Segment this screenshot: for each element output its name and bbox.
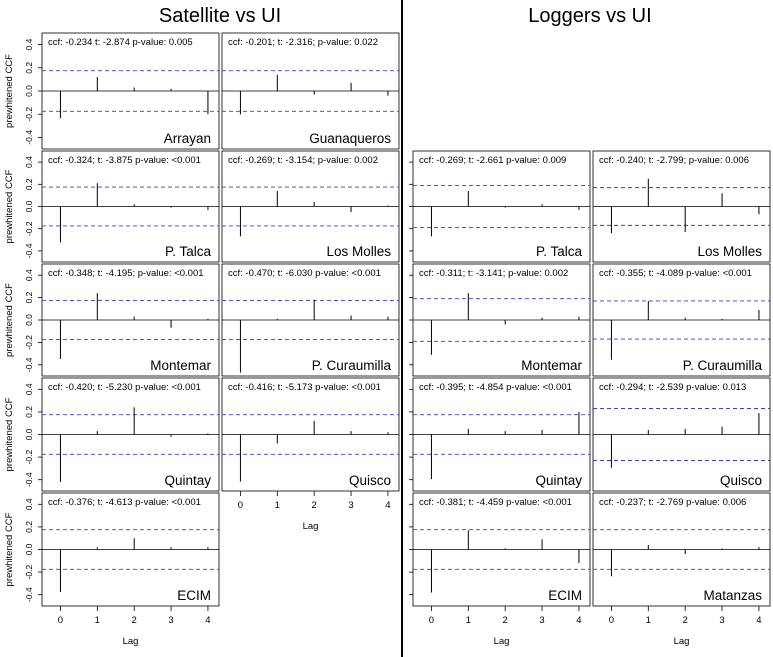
panel-16-site-label: Matanzas bbox=[703, 588, 762, 603]
xaxis-3-tick-label-1: 1 bbox=[645, 615, 651, 626]
panel-7-site-label: Quisco bbox=[348, 473, 391, 488]
panel-12-annotation: ccf: -0.355; t: -4.089 p-value: <0.001 bbox=[599, 268, 752, 279]
panel-4-ytick-label-2: 0.0 bbox=[24, 314, 34, 326]
panel-8-ytick-label-0: 0.4 bbox=[24, 498, 34, 511]
panel-1-annotation: ccf: -0.201; t: -2.316; p-value: 0.022 bbox=[228, 37, 378, 48]
panel-0-ytick-label-3: -0.2 bbox=[24, 106, 34, 122]
panel-2-site-label: P. Talca bbox=[164, 244, 211, 259]
panel-2-ytick-label-4: -0.4 bbox=[24, 243, 34, 259]
xaxis-3-tick-label-2: 2 bbox=[682, 615, 688, 626]
panel-3-site-label: Los Molles bbox=[326, 244, 391, 259]
panel-2-annotation: ccf: -0.324; t: -3.875 p-value: <0.001 bbox=[48, 155, 201, 166]
panel-15-site-label: ECIM bbox=[548, 588, 582, 603]
panel-5-annotation: ccf: -0.470; t: -6.030 p-value: <0.001 bbox=[228, 268, 381, 279]
panel-14-annotation: ccf: -0.294; t: -2.539 p-value: 0.013 bbox=[599, 382, 747, 393]
panel-4-ytick-label-3: -0.2 bbox=[24, 335, 34, 350]
ccf-panels bbox=[4, 33, 770, 647]
panel-2-ytick-label-0: 0.4 bbox=[24, 156, 34, 169]
xaxis-2-tick-label-2: 2 bbox=[502, 615, 508, 626]
panel-2-ytick-label-1: 0.2 bbox=[24, 178, 34, 191]
xaxis-1-tick-label-4: 4 bbox=[385, 500, 391, 511]
panel-4-ylabel: prewhitened CCF bbox=[4, 283, 15, 357]
panel-4-annotation: ccf: -0.348; t: -4.195; p-value: <0.001 bbox=[48, 268, 204, 279]
xaxis-2-tick-label-0: 0 bbox=[428, 615, 435, 626]
xaxis-1-label: Lag bbox=[302, 521, 319, 532]
panel-4-ytick-label-4: -0.4 bbox=[24, 357, 34, 373]
panel-5-site-label: P. Curaumilla bbox=[311, 358, 391, 373]
panel-10-annotation: ccf: -0.240; t: -2.799; p-value: 0.006 bbox=[599, 155, 749, 166]
panel-15-annotation: ccf: -0.381; t: -4.459 p-value: <0.001 bbox=[419, 497, 572, 508]
panel-0-ytick-label-1: 0.2 bbox=[24, 61, 34, 74]
panel-12-site-label: P. Curaumilla bbox=[682, 358, 762, 373]
panel-2-ytick-label-3: -0.2 bbox=[24, 221, 34, 237]
xaxis-1-tick-label-1: 1 bbox=[274, 500, 280, 511]
panel-4-ytick-label-0: 0.4 bbox=[24, 269, 34, 282]
xaxis-2-tick-label-3: 3 bbox=[539, 615, 545, 626]
xaxis-1-tick-label-2: 2 bbox=[311, 500, 317, 511]
xaxis-3-tick-label-4: 4 bbox=[756, 615, 762, 626]
panel-0-ytick-label-4: -0.4 bbox=[24, 130, 34, 145]
xaxis-3-tick-label-0: 0 bbox=[608, 615, 615, 626]
panel-0-ytick-label-0: 0.4 bbox=[24, 38, 34, 51]
panel-6-ytick-label-2: 0.0 bbox=[24, 428, 34, 441]
panel-1-site-label: Guanaqueros bbox=[309, 131, 391, 146]
xaxis-0-tick-label-2: 2 bbox=[131, 615, 137, 626]
panel-10-site-label: Los Molles bbox=[697, 244, 762, 259]
panel-6-ytick-label-1: 0.2 bbox=[24, 405, 34, 418]
panel-11-annotation: ccf: -0.311; t: -3.141; p-value: 0.002 bbox=[419, 268, 569, 279]
panel-6-ylabel: prewhitened CCF bbox=[4, 397, 15, 472]
panel-0-site-label: Arrayan bbox=[163, 131, 211, 146]
panel-6-ytick-label-3: -0.2 bbox=[24, 449, 34, 465]
panel-2-ylabel: prewhitened CCF bbox=[4, 169, 15, 244]
xaxis-0-label: Lag bbox=[122, 636, 139, 647]
panel-8-annotation: ccf: -0.376; t: -4.613 p-value: <0.001 bbox=[48, 497, 201, 508]
xaxis-0-tick-label-3: 3 bbox=[168, 615, 174, 626]
panel-0-ytick-label-2: 0.0 bbox=[24, 85, 34, 97]
xaxis-1-tick-label-0: 0 bbox=[237, 500, 244, 511]
panel-8-ytick-label-3: -0.2 bbox=[24, 564, 34, 580]
panel-11-site-label: Montemar bbox=[521, 358, 582, 373]
panel-13-site-label: Quintay bbox=[535, 473, 582, 488]
panel-16-annotation: ccf: -0.237; t: -2.769 p-value: 0.006 bbox=[599, 497, 747, 508]
xaxis-0-tick-label-0: 0 bbox=[57, 615, 64, 626]
panel-13-annotation: ccf: -0.395; t: -4.854 p-value: <0.001 bbox=[419, 382, 572, 393]
panel-9-site-label: P. Talca bbox=[535, 244, 582, 259]
panel-8-ytick-label-4: -0.4 bbox=[24, 587, 34, 603]
panel-6-ytick-label-4: -0.4 bbox=[24, 472, 34, 488]
panel-8-ylabel: prewhitened CCF bbox=[4, 512, 15, 587]
panel-0-ylabel: prewhitened CCF bbox=[4, 54, 15, 128]
panel-8-site-label: ECIM bbox=[177, 588, 211, 603]
panel-6-site-label: Quintay bbox=[164, 473, 211, 488]
panel-7-annotation: ccf: -0.416; t: -5.173 p-value: <0.001 bbox=[228, 382, 381, 393]
xaxis-0-tick-label-1: 1 bbox=[94, 615, 100, 626]
panel-8-ytick-label-1: 0.2 bbox=[24, 520, 34, 533]
panel-4-ytick-label-1: 0.2 bbox=[24, 291, 34, 304]
xaxis-0-tick-label-4: 4 bbox=[205, 615, 211, 626]
panel-0-annotation: ccf: -0.234 t: -2.874 p-value: 0.005 bbox=[48, 37, 193, 48]
panel-9-annotation: ccf: -0.269; t: -2.661 p-value: 0.009 bbox=[419, 155, 567, 166]
panel-6-annotation: ccf: -0.420; t: -5.230 p-value: <0.001 bbox=[48, 382, 201, 393]
xaxis-2-tick-label-1: 1 bbox=[465, 615, 471, 626]
panel-6-ytick-label-0: 0.4 bbox=[24, 383, 34, 396]
panel-2-ytick-label-2: 0.0 bbox=[24, 200, 34, 213]
xaxis-3-tick-label-3: 3 bbox=[719, 615, 725, 626]
xaxis-2-tick-label-4: 4 bbox=[576, 615, 582, 626]
xaxis-3-label: Lag bbox=[673, 636, 690, 647]
panel-14-site-label: Quisco bbox=[719, 473, 762, 488]
header-satellite: Satellite vs UI bbox=[158, 5, 282, 27]
xaxis-2-label: Lag bbox=[493, 636, 510, 647]
panel-4-site-label: Montemar bbox=[150, 358, 211, 373]
header-loggers: Loggers vs UI bbox=[528, 5, 652, 27]
panel-3-annotation: ccf: -0.269; t: -3.154; p-value: 0.002 bbox=[228, 155, 378, 166]
xaxis-1-tick-label-3: 3 bbox=[348, 500, 354, 511]
panel-8-ytick-label-2: 0.0 bbox=[24, 543, 34, 556]
